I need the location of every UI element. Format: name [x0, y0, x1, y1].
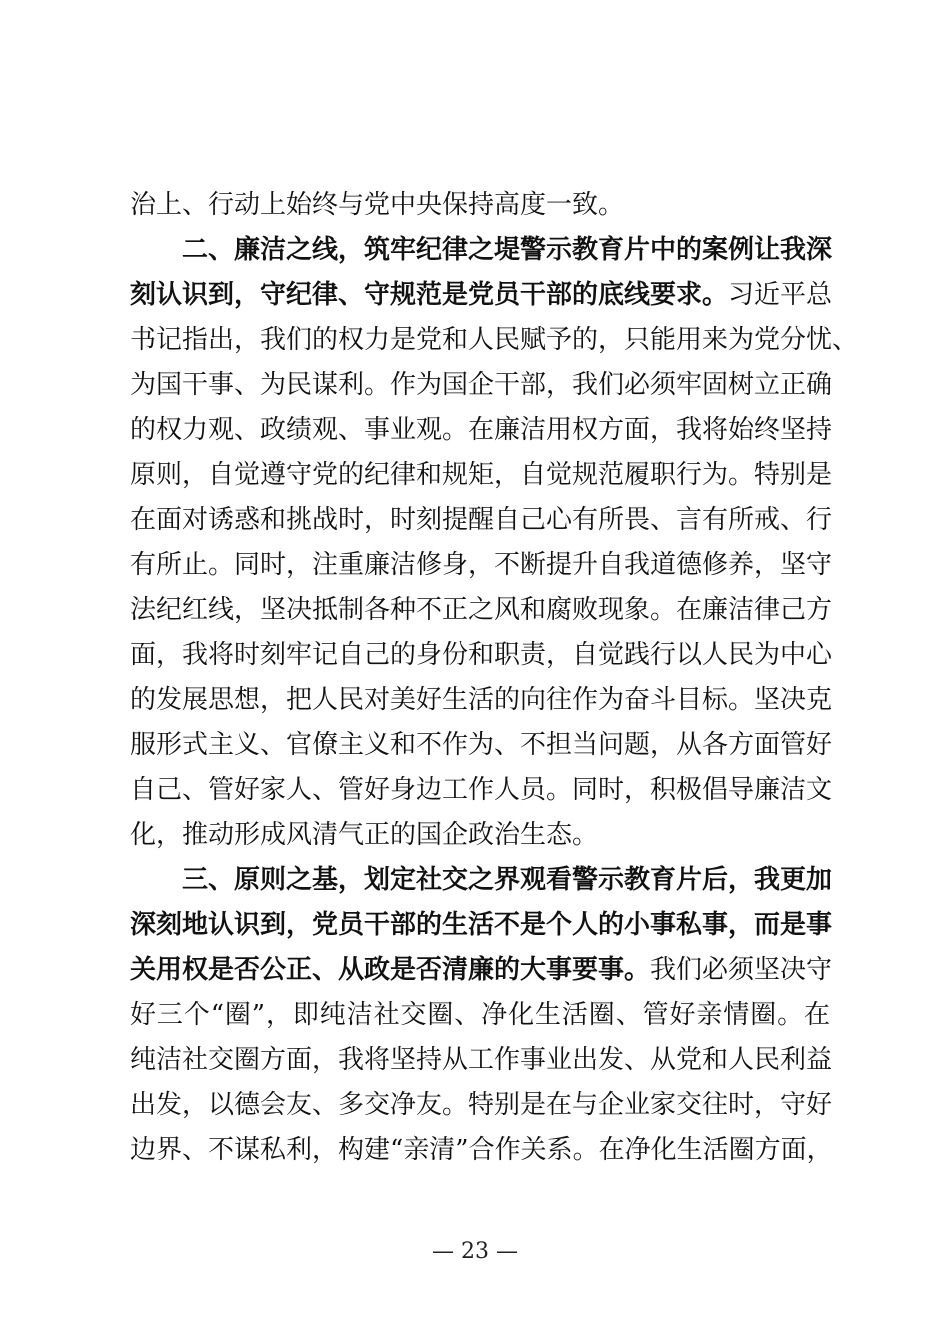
- text-line: [130, 680, 833, 720]
- section-heading-line: [182, 230, 833, 270]
- bold-text: 二、廉洁之线，筑牢纪律之堤警示教育片中的案例让我深: [182, 235, 833, 265]
- bold-text: 三、原则之基，划定社交之界观看警示教育片后，我更加: [182, 865, 833, 895]
- line-text: 法纪红线，坚决抵制各种不正之风和腐败现象。在廉洁律己方: [130, 595, 833, 625]
- text-line: [130, 725, 833, 765]
- text-line: [130, 590, 833, 630]
- line-text: 原则，自觉遵守党的纪律和规矩，自觉规范履职行为。特别是: [130, 460, 833, 490]
- text-line: [130, 185, 830, 225]
- line-text: 的发展思想，把人民对美好生活的向往作为奋斗目标。坚决克: [130, 685, 833, 715]
- line-text: 自己、管好家人、管好身边工作人员。同时，积极倡导廉洁文: [130, 775, 833, 805]
- text-line: [130, 815, 830, 855]
- text-line: [130, 500, 833, 540]
- text-line: [130, 770, 833, 810]
- line-text: 好三个“圈”，即纯洁社交圈、净化生活圈、管好亲情圈。在: [130, 1000, 830, 1030]
- line-text: 习近平总: [728, 280, 833, 310]
- line-text: 治上、行动上始终与党中央保持高度一致。: [130, 190, 625, 220]
- line-text: 书记指出，我们的权力是党和人民赋予的，只能用来为党分忧、: [130, 325, 859, 355]
- text-line: [130, 365, 833, 405]
- line-text: 有所止。同时，注重廉洁修身，不断提升自我道德修养，坚守: [130, 550, 833, 580]
- text-line: [130, 275, 833, 315]
- line-text: 在面对诱惑和挑战时，时刻提醒自己心有所畏、言有所戒、行: [130, 505, 833, 535]
- bold-text: 深刻地认识到，党员干部的生活不是个人的小事私事，而是事: [130, 910, 833, 940]
- line-text: 纯洁社交圈方面，我将坚持从工作事业出发、从党和人民利益: [130, 1045, 833, 1075]
- line-text: 的权力观、政绩观、事业观。在廉洁用权方面，我将始终坚持: [130, 415, 833, 445]
- text-line: [130, 1040, 833, 1080]
- line-text: 化，推动形成风清气正的国企政治生态。: [130, 820, 599, 850]
- text-line: [130, 905, 833, 945]
- text-line: [130, 1085, 833, 1125]
- text-line: [130, 1130, 833, 1170]
- line-text: 出发，以德会友、多交净友。特别是在与企业家交往时，守好: [130, 1090, 833, 1120]
- line-text: 我们必须坚决守: [650, 955, 833, 985]
- text-line: [130, 545, 833, 585]
- section-heading-line: [182, 860, 833, 900]
- text-line: [130, 410, 833, 450]
- text-line: [130, 320, 859, 360]
- line-text: 面，我将时刻牢记自己的身份和职责，自觉践行以人民为中心: [130, 640, 833, 670]
- page-number: — 23 —: [432, 1239, 518, 1264]
- text-line: [130, 950, 833, 990]
- text-line: [130, 455, 833, 495]
- text-line: [130, 995, 830, 1035]
- text-line: [130, 635, 833, 675]
- line-text: 边界、不谋私利，构建“亲清”合作关系。在净化生活圈方面，: [130, 1135, 833, 1165]
- bold-text: 刻认识到，守纪律、守规范是党员干部的底线要求。: [130, 280, 729, 310]
- line-text: 为国干事、为民谋利。作为国企干部，我们必须牢固树立正确: [130, 370, 833, 400]
- bold-text: 关用权是否公正、从政是否清廉的大事要事。: [130, 955, 651, 985]
- line-text: 服形式主义、官僚主义和不作为、不担当问题，从各方面管好: [130, 730, 833, 760]
